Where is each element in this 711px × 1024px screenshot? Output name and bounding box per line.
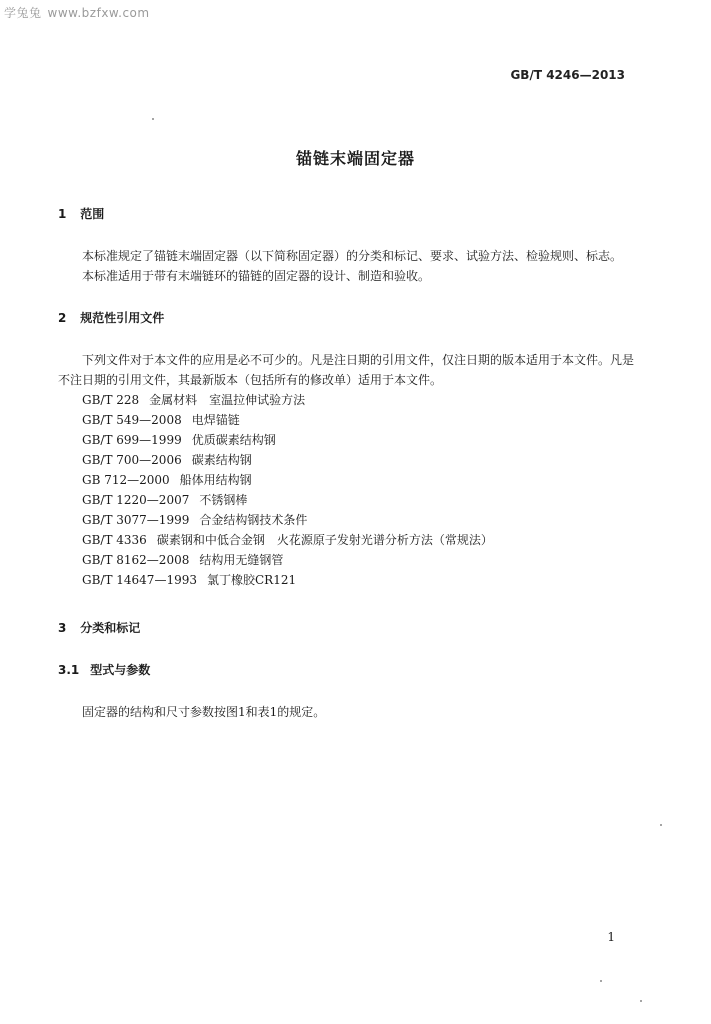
reference-item [82,450,638,470]
watermark-url: www.bzfxw.com [47,6,150,20]
reference-name: 结构用无缝钢管 [199,553,284,567]
reference-item [82,410,638,430]
reference-name: 不锈钢棒 [199,493,248,507]
paragraph: 本标准适用于带有末端链环的锚链的固定器的设计、制造和验收。 [82,269,431,283]
section-1-heading [58,204,638,224]
reference-name: 船体用结构钢 [179,473,252,487]
reference-name: 电焊锚链 [191,413,240,427]
reference-item [82,430,638,450]
reference-code: GB/T 4336 [82,533,147,547]
reference-item [82,530,638,550]
reference-code: GB/T 699—1999 [82,433,182,447]
scan-speck [660,824,662,826]
section-number: 2 [58,311,67,325]
subsection-3-1-heading [58,660,638,680]
reference-name: 优质碳素结构钢 [191,433,276,447]
section-title: 规范性引用文件 [80,311,165,325]
reference-name: 碳素钢和中低合金钢 火花源原子发射光谱分析方法（常规法） [156,533,493,547]
reference-name: 碳素结构钢 [191,453,252,467]
reference-item [82,550,638,570]
standard-code: GB/T 4246—2013 [510,68,625,82]
document-title: 锚链末端固定器 [295,149,415,168]
reference-code: GB/T 3077—1999 [82,513,190,527]
section-3-heading [58,618,638,638]
reference-code: GB/T 14647—1993 [82,573,197,587]
section-number: 1 [58,207,67,221]
reference-item [82,510,638,530]
document-body [58,204,638,722]
scan-speck [152,118,154,120]
reference-name: 金属材料 室温拉伸试验方法 [149,393,306,407]
paragraph: 固定器的结构和尺寸参数按图1和表1的规定。 [82,705,326,719]
section-2-heading [58,308,638,328]
reference-name: 合金结构钢技术条件 [199,513,308,527]
reference-name: 氯丁橡胶CR121 [206,573,297,587]
page-number: 1 [607,930,615,944]
reference-item [82,470,638,490]
section-title: 分类和标记 [80,621,141,635]
reference-item [82,490,638,510]
subsection-title: 型式与参数 [90,663,151,677]
reference-code: GB 712—2000 [82,473,170,487]
scan-speck [600,980,602,982]
paragraph: 下列文件对于本文件的应用是必不可少的。凡是注日期的引用文件，仅注日期的版本适用于本文件。凡是不注日期的引用文件，其最新版本（包括所有的修改单）适用于本文件。 [58,353,635,387]
section-title: 范围 [80,207,105,221]
watermark-site-name: 学兔兔 [4,6,42,20]
subsection-number: 3.1 [58,663,80,677]
reference-code: GB/T 700—2006 [82,453,182,467]
reference-code: GB/T 228 [82,393,140,407]
reference-item [82,390,638,410]
watermark [4,4,150,21]
paragraph: 本标准规定了锚链末端固定器（以下简称固定器）的分类和标记、要求、试验方法、检验规则、标志。 [82,249,623,263]
reference-item [82,570,638,590]
reference-code: GB/T 549—2008 [82,413,182,427]
reference-list [82,390,638,590]
reference-code: GB/T 8162—2008 [82,553,190,567]
section-number: 3 [58,621,67,635]
reference-code: GB/T 1220—2007 [82,493,190,507]
scan-speck [640,1000,642,1002]
